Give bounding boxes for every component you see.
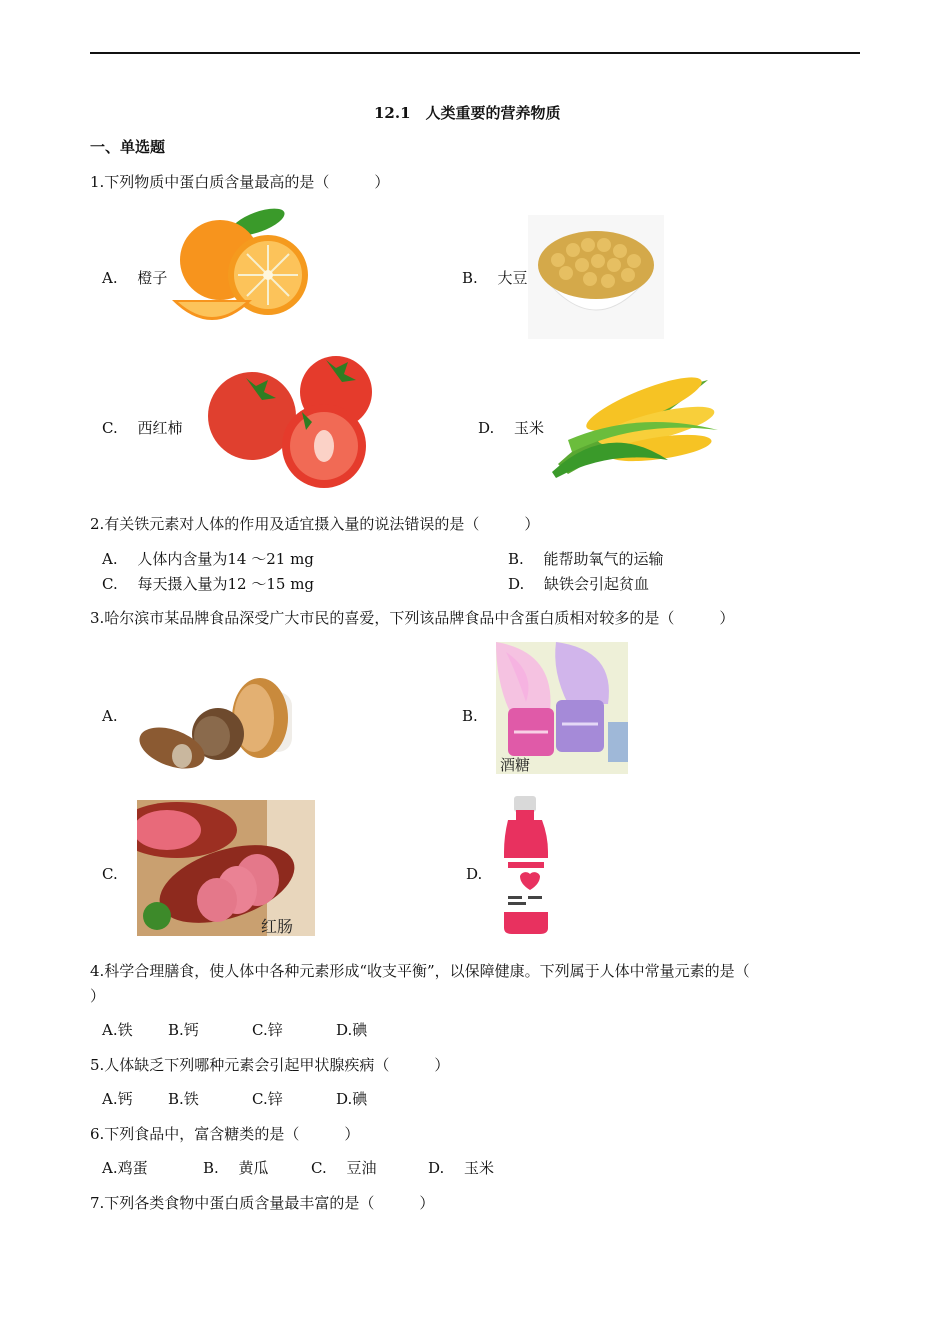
- q4-option-c[interactable]: C.锌: [252, 1021, 283, 1039]
- q2-option-c[interactable]: C. 每天摄入量为12 ～15 mg: [102, 575, 315, 593]
- q5-option-b[interactable]: B.铁: [168, 1090, 199, 1108]
- q1-option-c[interactable]: C. 西红柿: [102, 419, 183, 437]
- q3-option-a[interactable]: A.: [102, 707, 118, 725]
- red-sausage-caption: 红肠: [261, 917, 294, 936]
- q3-stem: 3.哈尔滨市某品牌食品深受广大市民的喜爱，下列该品牌食品中含蛋白质相对较多的是（ ）: [90, 609, 735, 627]
- q3-option-b[interactable]: B.: [462, 707, 478, 725]
- q4-stem-continuation: ）: [90, 987, 106, 1005]
- page-title: 12.1 人类重要的营养物质: [374, 104, 561, 122]
- q2-stem: 2.有关铁元素对人体的作用及适宜摄入量的说法错误的是（ ）: [90, 515, 540, 533]
- soybean-bowl-image: [528, 215, 664, 339]
- q4-option-d[interactable]: D.碘: [336, 1021, 368, 1039]
- tomato-image: [206, 350, 378, 490]
- section-heading: 一、单选题: [90, 138, 166, 156]
- q3-option-c[interactable]: C.: [102, 865, 118, 883]
- q6-option-b[interactable]: B. 黄瓜: [203, 1159, 269, 1177]
- header-rule: [90, 52, 860, 54]
- q5-option-a[interactable]: A.钙: [102, 1090, 133, 1108]
- q1-option-b[interactable]: B. 大豆: [462, 269, 528, 287]
- wine-candy-image: [496, 642, 628, 774]
- q2-option-b[interactable]: B. 能帮助氧气的运输: [508, 550, 664, 568]
- q4-stem: 4.科学合理膳食，使人体中各种元素形成“收支平衡”，以保障健康。下列属于人体中常量元素的是（: [90, 962, 750, 980]
- q1-option-a[interactable]: A. 橙子: [102, 269, 168, 287]
- q6-stem: 6.下列食品中，富含糖类的是（ ）: [90, 1125, 360, 1143]
- q4-option-a[interactable]: A.铁: [102, 1021, 133, 1039]
- q2-option-a[interactable]: A. 人体内含量为14 ～21 mg: [102, 550, 314, 568]
- corn-image: [548, 360, 720, 478]
- q6-option-c[interactable]: C. 豆油: [311, 1159, 377, 1177]
- q4-option-b[interactable]: B.钙: [168, 1021, 199, 1039]
- wine-candy-caption: 酒糖: [500, 756, 531, 774]
- red-sausage-image: [137, 800, 315, 936]
- q5-option-d[interactable]: D.碘: [336, 1090, 368, 1108]
- q2-option-d[interactable]: D. 缺铁会引起贫血: [508, 575, 650, 593]
- bread-image: [136, 672, 296, 776]
- q1-stem: 1.下列物质中蛋白质含量最高的是（ ）: [90, 173, 390, 191]
- q5-option-c[interactable]: C.锌: [252, 1090, 283, 1108]
- q6-option-a[interactable]: A.鸡蛋: [102, 1159, 148, 1177]
- q1-option-d[interactable]: D. 玉米: [478, 419, 545, 437]
- q7-stem: 7.下列各类食物中蛋白质含量最丰富的是（ ）: [90, 1194, 435, 1212]
- sports-drink-bottle-image: [498, 796, 552, 936]
- q5-stem: 5.人体缺乏下列哪种元素会引起甲状腺疾病（ ）: [90, 1056, 450, 1074]
- q3-option-d[interactable]: D.: [466, 865, 483, 883]
- q6-option-d[interactable]: D. 玉米: [428, 1159, 495, 1177]
- orange-image: [168, 200, 312, 340]
